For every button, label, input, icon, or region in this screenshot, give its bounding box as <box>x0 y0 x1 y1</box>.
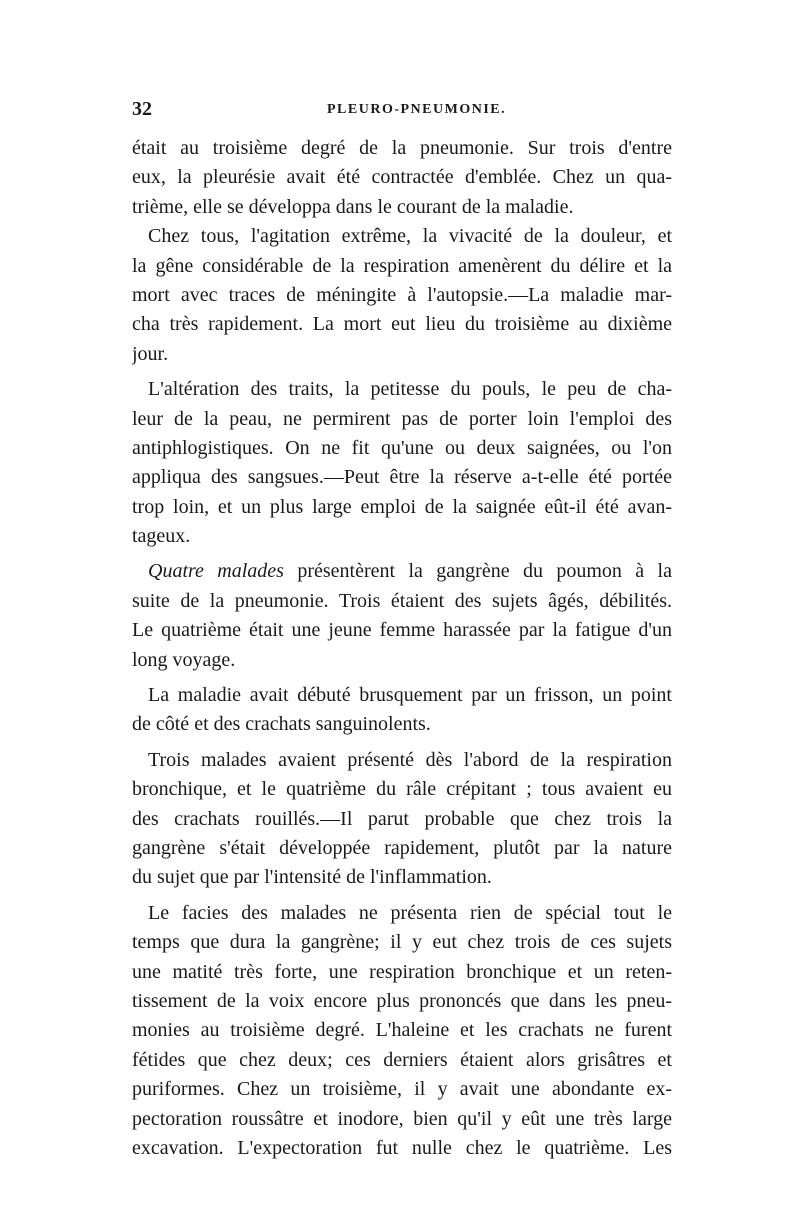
line-text: pectoration roussâtre et inodore, bien qu'il y eût une très large <box>132 1107 672 1130</box>
text-line <box>132 775 672 804</box>
text-line <box>132 405 672 434</box>
text-line <box>132 463 672 492</box>
line-text: gangrène s'était développée rapidement, plutôt par la nature <box>132 836 672 859</box>
line-text: des crachats rouillés.—Il parut probable que chez trois la <box>132 807 672 830</box>
text-line <box>132 681 672 710</box>
text-line <box>132 863 672 892</box>
line-text: de côté et des crachats sanguinolents. <box>132 713 431 736</box>
line-text: L'altération des traits, la petitesse du pouls, le peu de cha- <box>148 378 672 401</box>
line-text: La maladie avait débuté brusquement par un frisson, un point <box>148 684 672 707</box>
line-text: présentèrent la gangrène du poumon à la <box>283 560 672 583</box>
text-line <box>132 1134 672 1163</box>
text-line <box>132 252 672 281</box>
text-line <box>132 646 672 675</box>
line-text: leur de la peau, ne permirent pas de porter loin l'emploi des <box>132 407 672 430</box>
text-line <box>132 222 672 251</box>
line-text: tageux. <box>132 525 191 548</box>
line-text: long voyage. <box>132 648 236 671</box>
text-line <box>132 1105 672 1134</box>
text-line <box>132 1046 672 1075</box>
body-text <box>132 134 672 1163</box>
running-head: PLEURO-PNEUMONIE. <box>327 102 507 117</box>
text-line <box>132 805 672 834</box>
text-line <box>132 493 672 522</box>
line-text: eux, la pleurésie avait été contractée d'emblée. Chez un qua- <box>132 166 672 189</box>
line-text: excavation. L'expectoration fut nulle chez le quatrième. Les <box>132 1136 672 1159</box>
line-text: Le facies des malades ne présenta rien de spécial tout le <box>148 901 672 924</box>
line-text: était au troisième degré de la pneumonie. Sur trois d'entre <box>132 137 672 159</box>
line-text: bronchique, et le quatrième du râle crépitant ; tous avaient eu <box>132 778 672 801</box>
page-number: 32 <box>132 98 152 120</box>
text-line <box>132 522 672 551</box>
line-text: la gêne considérable de la respiration amenèrent du délire et la <box>132 254 672 277</box>
line-text: cha très rapidement. La mort eut lieu du troisième au dixième <box>132 313 672 336</box>
text-line <box>132 375 672 404</box>
text-line <box>132 281 672 310</box>
text-line <box>132 928 672 957</box>
line-text: trième, elle se développa dans le courant de la maladie. <box>132 195 574 218</box>
text-line <box>132 587 672 616</box>
line-text: suite de la pneumonie. Trois étaient des sujets âgés, débilités. <box>132 589 672 612</box>
line-text: jour. <box>132 342 169 365</box>
text-line <box>132 557 672 586</box>
text-line <box>132 340 672 369</box>
text-line <box>132 710 672 739</box>
text-line <box>132 1016 672 1045</box>
text-line <box>132 987 672 1016</box>
line-text: temps que dura la gangrène; il y eut chez trois de ces sujets <box>132 931 672 954</box>
text-line <box>132 616 672 645</box>
text-line <box>132 434 672 463</box>
line-text: Le quatrième était une jeune femme harassée par la fatigue d'un <box>132 619 672 642</box>
line-text: trop loin, et un plus large emploi de la saignée eût-il été avan- <box>132 495 672 518</box>
line-text: tissement de la voix encore plus prononcés que dans les pneu- <box>132 989 672 1012</box>
page-header <box>132 98 672 128</box>
line-text: appliqua des sangsues.—Peut être la réserve a-t-elle été portée <box>132 466 672 489</box>
text-line <box>132 163 672 192</box>
italic-phrase: Quatre malades <box>148 560 284 583</box>
line-text: puriformes. Chez un troisième, il y avait une abondante ex- <box>132 1078 672 1101</box>
text-line <box>132 958 672 987</box>
line-text: Chez tous, l'agitation extrême, la vivacité de la douleur, et <box>148 225 672 248</box>
line-text: monies au troisième degré. L'haleine et les crachats ne furent <box>132 1019 672 1042</box>
text-line <box>132 134 672 163</box>
text-line <box>132 310 672 339</box>
line-text: du sujet que par l'intensité de l'inflammation. <box>132 866 492 889</box>
line-text: mort avec traces de méningite à l'autopsie.—La maladie mar- <box>132 283 672 306</box>
text-line <box>132 834 672 863</box>
text-line <box>132 746 672 775</box>
line-text: Trois malades avaient présenté dès l'abord de la respiration <box>148 748 672 771</box>
text-line <box>132 899 672 928</box>
text-line <box>132 193 672 222</box>
line-text: fétides que chez deux; ces derniers étaient alors grisâtres et <box>132 1048 672 1071</box>
line-text: une matité très forte, une respiration bronchique et un reten- <box>132 960 672 983</box>
line-text: antiphlogistiques. On ne fit qu'une ou deux saignées, ou l'on <box>132 436 672 459</box>
text-line <box>132 1075 672 1104</box>
